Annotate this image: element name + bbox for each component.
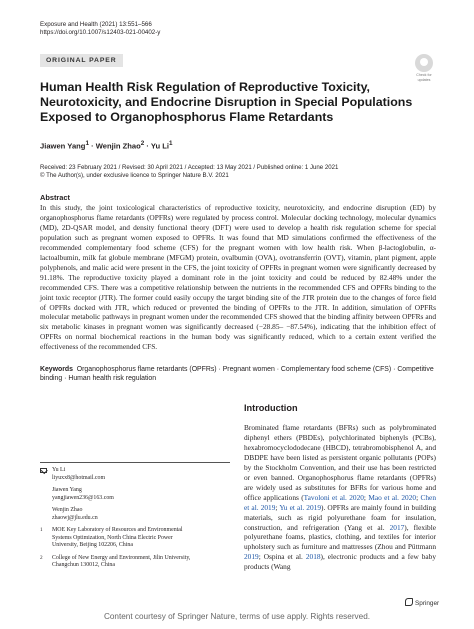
sidebar-divider xyxy=(40,462,230,463)
author-name[interactable]: Yu Li xyxy=(150,141,170,151)
affiliation-line: College of New Energy and Environment, Jilin University, xyxy=(52,554,191,561)
intro-text: ; xyxy=(416,492,421,502)
check-updates-icon xyxy=(415,54,433,72)
citation-link[interactable]: Yu et al. 2019 xyxy=(279,502,321,512)
citation-link[interactable]: Tavoloni et al. 2020 xyxy=(303,492,364,502)
check-label-2: updates xyxy=(417,78,431,83)
correspondence-entry xyxy=(40,467,230,522)
affiliation-line: Systems Optimization, North China Electric Power xyxy=(52,534,173,541)
history-dates: Received: 23 February 2021 / Revised: 30 April 2021 / Accepted: 13 May 2021 / Published online: 1 June 2021 xyxy=(40,164,339,171)
corresponding-email[interactable]: zhaowj@jlu.edu.cn xyxy=(52,514,98,521)
courtesy-footer: Content courtesy of Springer Nature, terms of use apply. Rights reserved. xyxy=(103,612,371,621)
corresponding-name: Jiawen Yang xyxy=(52,487,82,493)
correspondence-affiliations xyxy=(40,462,230,570)
article-type-badge: ORIGINAL PAPER xyxy=(40,54,123,67)
copyright-line: © The Author(s), under exclusive licence to Springer Nature B.V. 2021 xyxy=(40,172,229,179)
publication-dates xyxy=(40,164,338,180)
affiliation-line: MOE Key Laboratory of Resources and Environmental xyxy=(52,527,183,533)
citation-link[interactable]: Mao et al. 2020 xyxy=(368,492,417,502)
corresponding-name: Yu Li xyxy=(52,467,66,473)
keywords-label: Keywords xyxy=(40,366,73,373)
intro-text: ; Ospina et al. xyxy=(258,552,306,562)
doi-link[interactable]: https://doi.org/10.1007/s12403-021-00402-y xyxy=(40,29,161,36)
corresponding-email[interactable]: liyuxx8@hotmail.com xyxy=(52,474,106,481)
publisher-name: Springer xyxy=(415,600,440,607)
affiliation-entry xyxy=(40,527,230,550)
publisher-logo xyxy=(405,598,439,607)
intro-text: ; xyxy=(275,502,280,512)
citation-link[interactable]: 2017 xyxy=(389,522,405,532)
citation-link[interactable]: 2019 xyxy=(244,552,259,562)
affiliation-number: 2 xyxy=(40,554,43,561)
citation-link[interactable]: 2018 xyxy=(305,552,321,562)
author-affiliation-sup: 1 xyxy=(85,140,89,147)
intro-text: Brominated flame retardants (BFRs) such as polybrominated diphenyl ethers (PBDEs), polychlorinated biphenyls (PCBs), hexabromocyclododecane (HBCD), tetrabromobisphenol A, and DBDPE have been listed as persistent organic pollutants (POPs) by the Stockholm Convention, and their use has been restricted or even banned. Organophosphorus flame retardants (OPFRs) are widely used as substitutes for BFRs for various home and office applications ( xyxy=(244,423,436,502)
journal-header xyxy=(40,21,160,37)
keywords-list: Organophosphorus flame retardants (OPFRs) · Pregnant women · Complementary food scheme (CFS) · Competitive binding · Human health risk regulation xyxy=(40,366,434,383)
corresponding-email[interactable]: yangjiawen236@163.com xyxy=(52,494,114,501)
envelope-icon xyxy=(40,468,47,473)
author-list xyxy=(40,140,173,151)
intro-text: ), flexible polyurethane foams, plastics, clothing, and textiles for interior upholstery such as furniture and mattresses (Zhou and Püttmann xyxy=(244,522,437,552)
introduction-text xyxy=(244,423,436,572)
intro-text: ). OPFRs are mainly found in building materials, such as rigid polyurethane foam for insulation, construction, and refrigeration (Yang et al. xyxy=(244,502,437,532)
corresponding-name: Wenjin Zhao xyxy=(52,507,83,513)
author-affiliation-sup: 1 xyxy=(169,140,173,147)
journal-citation: Exposure and Health (2021) 13:551–566 xyxy=(40,21,152,28)
author-separator: · xyxy=(88,141,96,151)
abstract-heading: Abstract xyxy=(40,193,70,202)
author-name[interactable]: Jiawen Yang xyxy=(40,141,86,151)
check-for-updates-button[interactable] xyxy=(411,54,437,82)
introduction-heading: Introduction xyxy=(244,403,298,413)
intro-text: ), electronic products and a few baby products (Wang xyxy=(244,552,437,572)
article-title: Human Health Risk Regulation of Reproductive Toxicity, Neurotoxicity, and Endocrine Disruption in Special Populations Exposed to Organophosphorus Flame Retardants xyxy=(40,80,413,124)
author-name[interactable]: Wenjin Zhao xyxy=(95,141,141,151)
affiliation-line: Changchun 130012, China xyxy=(52,562,115,568)
keywords-block xyxy=(40,365,436,384)
intro-text: ; xyxy=(363,492,369,502)
abstract-text: In this study, the joint toxicological characteristics of reproductive toxicity, neurotoxicity, and endocrine disruption (ED) by organophosphorus flame retardants (OPFRs) were regulated by process control. Molecular docking technology, molecular dynamics (MD), 2D-QSAR model, and density functional theory (DFT) were used to develop a health risk regulation scheme for special population such as pregnant women exposed to OPFRs. It was found that MD simulations confirmed the effectiveness of the recommended complementary food scheme (CFS) for the pregnant women with low health risk. When β-lactoglobulin, α-lactoalbumin, milk fat globule membrane (MFGM) protein, ovalbumin (OVA), ovotransferrin (OVT), vitamin, plant pigment, apple polyphenols, and malic acid were present in the CFS, the joint toxicity of OPFRs in pregnant women were significantly decreased by 91.18%. The reproductive toxicity played a dominant role in the joint toxicity and could be reduced by 82.48% under the recommended CFS. There was a competitive relationship between the nutrients in the recommended CFS and OPFRs binding to the joint toxic receptor (JTR). The former could easily occupy the target binding site of the JTR protein due to the changes of force field of OPFRs docked with JTR, which reduced or prevented the binding of OPFRs to the JTR. In addition, simulation of OPFRs molecular metabolic pathways in pregnant women under the recommended CFS showed that the binding affinity between OPFRs and six metabolic kinases in pregnant women was significantly decreased (−28.85– −87.54%), indicating that the inhibition effect of OPFRs on normal biochemical reactions in the human body was significantly reduced, which to a certain extent verified the effectiveness of the recommended CFS. xyxy=(40,203,436,352)
affiliation-number: 1 xyxy=(40,527,43,533)
springer-horse-icon xyxy=(405,598,413,606)
check-label-1: Check for xyxy=(416,73,432,77)
author-affiliation-sup: 2 xyxy=(140,140,145,147)
affiliation-entry xyxy=(40,555,230,570)
author-separator: · xyxy=(144,141,151,151)
affiliation-line: University, Beijing 102206, China xyxy=(52,542,133,548)
citation-link[interactable]: Chen et al. 2019 xyxy=(244,492,436,512)
